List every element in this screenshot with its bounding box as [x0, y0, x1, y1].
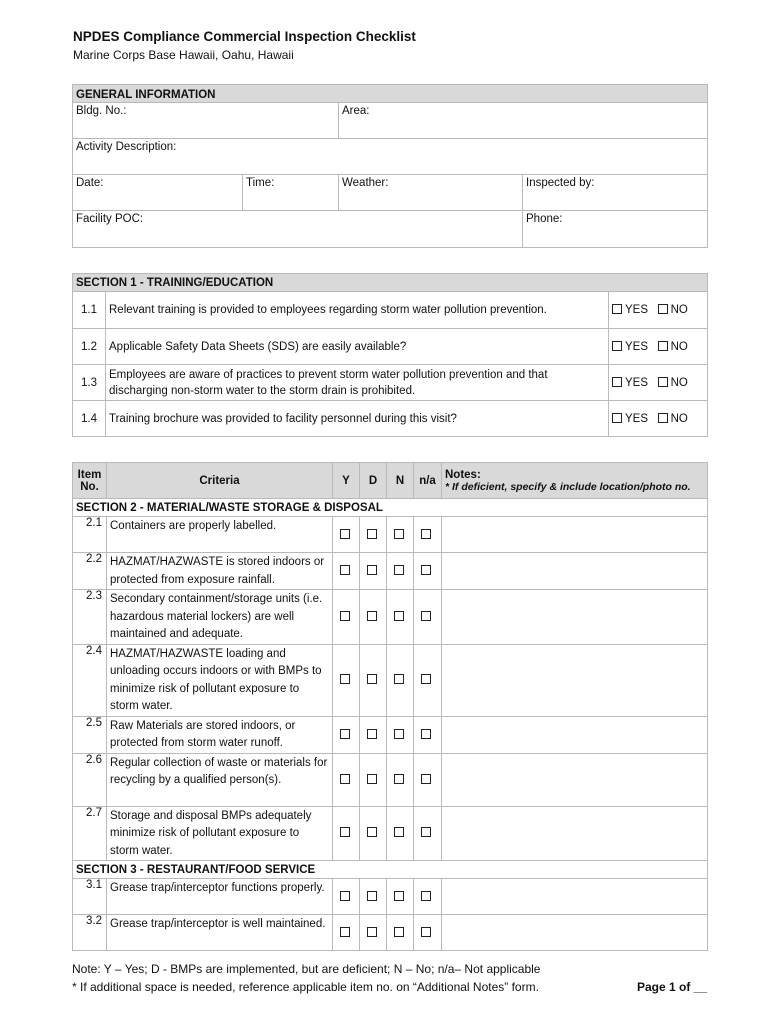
na-checkbox[interactable] [421, 565, 431, 575]
n-checkbox[interactable] [394, 827, 404, 837]
form-subtitle: Marine Corps Base Hawaii, Oahu, Hawaii [73, 48, 294, 62]
na-checkbox[interactable] [421, 827, 431, 837]
yes-label: YES [625, 376, 649, 389]
section1-table [72, 273, 708, 437]
y-cell [333, 517, 360, 553]
facility-poc-field[interactable]: Facility POC: [73, 211, 523, 248]
d-checkbox[interactable] [367, 774, 377, 784]
n-checkbox[interactable] [394, 927, 404, 937]
yes-no-choice [609, 329, 708, 365]
item-text: Relevant training is provided to employees regarding storm water pollution prevention. [106, 292, 609, 329]
y-checkbox[interactable] [340, 827, 350, 837]
y-checkbox[interactable] [340, 529, 350, 539]
yes-label: YES [625, 304, 649, 316]
criteria-text: Grease trap/interceptor functions properly. [107, 879, 333, 915]
yes-no-choice [609, 365, 708, 401]
yes-label: YES [625, 340, 649, 353]
y-checkbox[interactable] [340, 611, 350, 621]
y-checkbox[interactable] [340, 674, 350, 684]
item-number: 2.7 [73, 806, 107, 861]
na-cell [414, 879, 442, 915]
yes-checkbox[interactable] [612, 341, 622, 351]
na-checkbox[interactable] [421, 529, 431, 539]
notes-cell[interactable] [442, 517, 708, 553]
d-checkbox[interactable] [367, 674, 377, 684]
n-cell [387, 716, 414, 753]
general-information-table [72, 84, 708, 248]
d-cell [360, 517, 387, 553]
y-checkbox[interactable] [340, 927, 350, 937]
item-text: Applicable Safety Data Sheets (SDS) are easily available? [106, 329, 609, 365]
d-checkbox[interactable] [367, 529, 377, 539]
n-cell [387, 644, 414, 716]
d-checkbox[interactable] [367, 891, 377, 901]
item-number: 2.5 [73, 716, 107, 753]
y-cell [333, 806, 360, 861]
na-cell [414, 553, 442, 590]
y-checkbox[interactable] [340, 565, 350, 575]
section3-heading: SECTION 3 - RESTAURANT/FOOD SERVICE [73, 861, 708, 879]
form-title: NPDES Compliance Commercial Inspection Checklist [73, 29, 416, 44]
n-cell [387, 590, 414, 645]
item-number: 3.2 [73, 915, 107, 951]
no-label: NO [670, 304, 688, 316]
d-cell [360, 879, 387, 915]
criteria-text: Raw Materials are stored indoors, or protected from storm water runoff. [107, 716, 333, 753]
criteria-text: Grease trap/interceptor is well maintained. [107, 915, 333, 951]
y-cell [333, 915, 360, 951]
legend-note: Note: Y – Yes; D - BMPs are implemented, but are deficient; N – No; n/a– Not applicable [72, 962, 541, 976]
na-checkbox[interactable] [421, 891, 431, 901]
n-checkbox[interactable] [394, 529, 404, 539]
item-number: 1.3 [73, 365, 106, 401]
no-label: NO [670, 412, 688, 425]
notes-label: Notes: [445, 468, 481, 481]
notes-header [442, 463, 708, 499]
no-checkbox[interactable] [658, 341, 668, 351]
d-checkbox[interactable] [367, 729, 377, 739]
d-cell [360, 753, 387, 806]
d-checkbox[interactable] [367, 927, 377, 937]
activity-description-field[interactable]: Activity Description: [73, 139, 708, 175]
item-number: 2.3 [73, 590, 107, 645]
na-checkbox[interactable] [421, 774, 431, 784]
section2-heading: SECTION 2 - MATERIAL/WASTE STORAGE & DISPOSAL [73, 499, 708, 517]
y-cell [333, 753, 360, 806]
d-checkbox[interactable] [367, 565, 377, 575]
n-cell [387, 517, 414, 553]
time-field[interactable]: Time: [243, 175, 339, 211]
na-cell [414, 753, 442, 806]
weather-field[interactable]: Weather: [339, 175, 523, 211]
criteria-text: Secondary containment/storage units (i.e. hazardous material lockers) are well maintained and adequate. [107, 590, 333, 645]
item-number: 2.4 [73, 644, 107, 716]
notes-cell[interactable] [442, 553, 708, 590]
n-cell [387, 553, 414, 590]
na-cell [414, 517, 442, 553]
na-header: n/a [414, 463, 442, 499]
n-checkbox[interactable] [394, 611, 404, 621]
phone-field[interactable]: Phone: [523, 211, 708, 248]
d-cell [360, 806, 387, 861]
notes-cell[interactable] [442, 644, 708, 716]
n-checkbox[interactable] [394, 674, 404, 684]
y-cell [333, 590, 360, 645]
item-number: 2.2 [73, 553, 107, 590]
inspected-by-field[interactable]: Inspected by: [523, 175, 708, 211]
no-label: NO [670, 376, 688, 389]
na-cell [414, 644, 442, 716]
y-cell [333, 716, 360, 753]
n-checkbox[interactable] [394, 891, 404, 901]
d-cell [360, 716, 387, 753]
na-cell [414, 915, 442, 951]
item-number: 1.1 [73, 292, 106, 329]
general-information-heading: GENERAL INFORMATION [73, 85, 708, 103]
d-cell [360, 553, 387, 590]
d-checkbox[interactable] [367, 611, 377, 621]
item-no-header: Item No. [73, 463, 107, 499]
d-cell [360, 590, 387, 645]
y-checkbox[interactable] [340, 729, 350, 739]
criteria-text: HAZMAT/HAZWASTE loading and unloading occurs indoors or with BMPs to minimize risk of pollutant exposure to storm water. [107, 644, 333, 716]
additional-space-note: * If additional space is needed, reference applicable item no. on “Additional Notes” form. [72, 980, 539, 994]
y-cell [333, 644, 360, 716]
d-cell [360, 644, 387, 716]
page-number: Page 1 of __ [637, 980, 708, 994]
n-cell [387, 879, 414, 915]
area-field[interactable]: Area: [339, 103, 708, 139]
d-checkbox[interactable] [367, 827, 377, 837]
notes-cell[interactable] [442, 753, 708, 806]
y-cell [333, 553, 360, 590]
yes-no-choice [609, 292, 708, 329]
d-header: D [360, 463, 387, 499]
na-cell [414, 590, 442, 645]
na-checkbox[interactable] [421, 611, 431, 621]
yes-checkbox[interactable] [612, 413, 622, 423]
yes-checkbox[interactable] [612, 377, 622, 387]
section1-heading: SECTION 1 - TRAINING/EDUCATION [73, 274, 708, 292]
n-cell [387, 753, 414, 806]
item-number: 3.1 [73, 879, 107, 915]
notes-cell[interactable] [442, 716, 708, 753]
notes-cell[interactable] [442, 590, 708, 645]
bldg-no-field[interactable]: Bldg. No.: [73, 103, 339, 139]
criteria-text: Containers are properly labelled. [107, 517, 333, 553]
criteria-text: HAZMAT/HAZWASTE is stored indoors or protected from exposure rainfall. [107, 553, 333, 590]
n-header: N [387, 463, 414, 499]
notes-cell[interactable] [442, 806, 708, 861]
n-checkbox[interactable] [394, 565, 404, 575]
na-checkbox[interactable] [421, 729, 431, 739]
notes-cell[interactable] [442, 915, 708, 951]
n-cell [387, 915, 414, 951]
no-checkbox[interactable] [658, 304, 668, 314]
item-number: 2.1 [73, 517, 107, 553]
d-cell [360, 915, 387, 951]
notes-cell[interactable] [442, 879, 708, 915]
item-text: Training brochure was provided to facility personnel during this visit? [106, 401, 609, 437]
y-cell [333, 879, 360, 915]
n-cell [387, 806, 414, 861]
notes-sublabel: * If deficient, specify & include location/photo no. [445, 480, 691, 493]
item-number: 2.6 [73, 753, 107, 806]
criteria-text: Storage and disposal BMPs adequately minimize risk of pollutant exposure to storm water. [107, 806, 333, 861]
y-checkbox[interactable] [340, 891, 350, 901]
n-checkbox[interactable] [394, 774, 404, 784]
no-label: NO [670, 340, 688, 353]
date-field[interactable]: Date: [73, 175, 243, 211]
criteria-text: Regular collection of waste or materials for recycling by a qualified person(s). [107, 753, 333, 806]
na-cell [414, 806, 442, 861]
y-header: Y [333, 463, 360, 499]
checklist-table [72, 462, 708, 951]
yes-label: YES [625, 412, 649, 425]
item-number: 1.4 [73, 401, 106, 437]
na-cell [414, 716, 442, 753]
yes-no-choice [609, 401, 708, 437]
criteria-header: Criteria [107, 463, 333, 499]
yes-checkbox[interactable] [612, 304, 622, 314]
n-checkbox[interactable] [394, 729, 404, 739]
na-checkbox[interactable] [421, 927, 431, 937]
na-checkbox[interactable] [421, 674, 431, 684]
y-checkbox[interactable] [340, 774, 350, 784]
item-number: 1.2 [73, 329, 106, 365]
no-checkbox[interactable] [658, 377, 668, 387]
item-text: Employees are aware of practices to prevent storm water pollution prevention and that discharging non-storm water to the storm drain is prohibited. [106, 365, 609, 401]
no-checkbox[interactable] [658, 413, 668, 423]
